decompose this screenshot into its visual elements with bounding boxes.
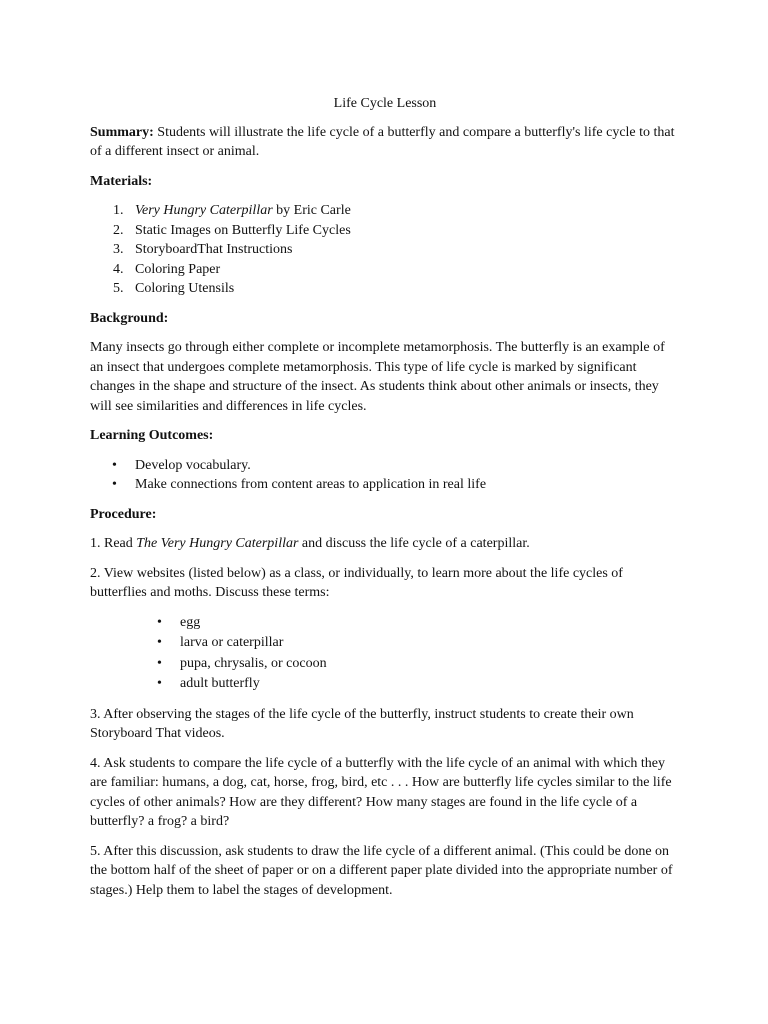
procedure-step-1 [90, 534, 680, 554]
materials-item-text: Static Images on Butterfly Life Cycles [135, 222, 351, 238]
materials-item-text: Coloring Utensils [135, 281, 235, 296]
step-1-suffix: and discuss the life cycle of a caterpillar. [298, 536, 530, 551]
summary-text: Students will illustrate the life cycle of a butterfly and compare a butterfly's life cycle to that of a different insect or animal. [90, 124, 675, 159]
outcomes-list [90, 456, 680, 495]
term-item: • adult butterfly [90, 674, 680, 695]
procedure-step-4: 4. Ask students to compare the life cycle of a butterfly with the life cycle of an animal with which they are familiar: humans, a dog, cat, horse, frog, bird, etc . . . How are butterfly life cycles similar to the life cycles of other animals? How are they different? How many stages are found in the life cycle of a butterfly? a frog? a bird? [90, 755, 672, 829]
outcomes-heading: Learning Outcomes: [90, 428, 214, 443]
summary-label: Summary: [90, 124, 154, 140]
page-title: Life Cycle Lesson [333, 96, 437, 111]
list-number: 3. [113, 242, 124, 257]
materials-item [90, 260, 680, 280]
materials-item-text: StoryboardThat Instructions [135, 242, 293, 257]
step-1-prefix: 1. Read [90, 536, 137, 551]
procedure-step-2: 2. View websites (listed below) as a class, or individually, to learn more about the life cycles of butterflies and moths. Discuss these terms: [90, 565, 623, 600]
procedure-step-3: 3. After observing the stages of the life cycle of the butterfly, instruct students to create their own Storyboard That videos. [90, 706, 634, 741]
book-title: Very Hungry Caterpillar [135, 203, 273, 218]
terms-list [90, 613, 680, 695]
summary-paragraph [90, 123, 680, 162]
document-page [90, 94, 680, 910]
background-heading: Background: [90, 310, 169, 326]
materials-item [90, 240, 680, 260]
materials-list [90, 201, 680, 299]
materials-item [90, 221, 680, 241]
list-number: 1. [113, 203, 124, 218]
materials-item-text: Coloring Paper [135, 261, 221, 277]
materials-item [90, 279, 680, 299]
outcome-item: • Make connections from content areas to application in real life [90, 475, 680, 495]
materials-item-text: by Eric Carle [272, 203, 351, 218]
term-item: • egg [90, 613, 680, 634]
list-number: 5. [113, 281, 124, 296]
background-paragraph: Many insects go through either complete or incomplete metamorphosis. The butterfly is an example of an insect that undergoes complete metamorphosis. This type of life cycle is marked by significant changes in the shape and structure of the insect. As students think about other animals or insects, they will see similarities and differences in life cycles. [90, 340, 665, 414]
outcome-item: • Develop vocabulary. [90, 456, 680, 476]
list-number: 4. [113, 261, 124, 277]
list-number: 2. [113, 222, 124, 238]
term-item: • larva or caterpillar [90, 633, 680, 654]
term-item: • pupa, chrysalis, or cocoon [90, 654, 680, 675]
materials-heading: Materials: [90, 173, 153, 189]
materials-item [90, 201, 680, 221]
book-title: The Very Hungry Caterpillar [136, 536, 299, 551]
procedure-step-5: 5. After this discussion, ask students to draw the life cycle of a different animal. (This could be done on the bottom half of the sheet of paper or on a different paper plate divided into the appropriate number of stages.) Help them to label the stages of development. [90, 843, 673, 898]
procedure-heading: Procedure: [90, 506, 157, 522]
